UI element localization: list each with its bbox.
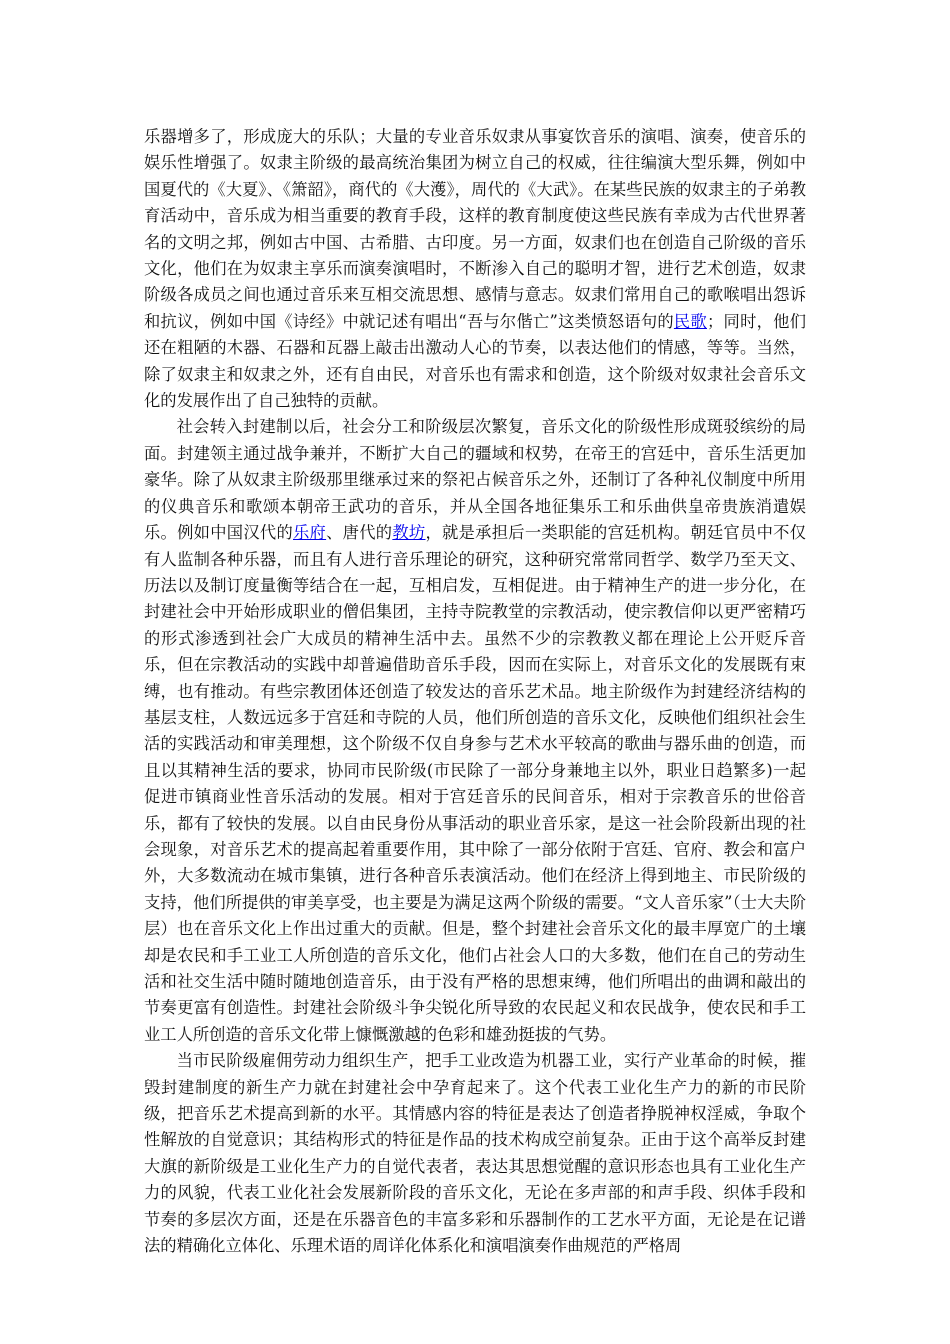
paragraph-feudal-society-music xyxy=(144,414,806,1048)
paragraph-text: ，就是承担后一类职能的宫廷机构。朝廷官员中不仅有人监制各种乐器，而且有人进行音乐理论的研究，这种研究常常同哲学、数学乃至天文、历法以及制订度量衡等结合在一起，互相启发，互相促进。由于精神生产的进一步分化，在封建社会中开始形成职业的僧侣集团，主持寺院教堂的宗教活动，使宗教信仰以更严密精巧的形式渗透到社会广大成员的精神生活中去。虽然不少的宗教教义都在理论上公开贬斥音乐，但在宗教活动的实践中却普遍借助音乐手段，因而在实际上，对音乐文化的发展既有束缚，也有推动。有些宗教团体还创造了较发达的音乐艺术品。地主阶级作为封建经济结构的基层支柱，人数远远多于宫廷和寺院的人员，他们所创造的音乐文化，反映他们组织社会生活的实践活动和审美理想，这个阶级不仅自身参与艺术水平较高的歌曲与器乐曲的创造，而且以其精神生活的要求，协同市民阶级(市民除了一部分身兼地主以外，职业日趋繁多)一起促进市镇商业性音乐活动的发展。相对于宫廷音乐的民间音乐，相对于宗教音乐的世俗音乐，都有了较快的发展。以自由民身份从事活动的职业音乐家，是这一社会阶段新出现的社会现象，对音乐艺术的提高起着重要作用，其中除了一部分依附于宫廷、官府、教会和富户外，大多数流动在城市集镇，进行各种音乐表演活动。他们在经济上得到地主、市民阶级的支持，他们所提供的审美享受，也主要是为满足这两个阶级的需要。“文人音乐家”（士大夫阶层）也在音乐文化上作出过重大的贡献。但是，整个封建社会音乐文化的最丰厚宽广的土壤却是农民和手工业工人所创造的音乐文化，他们占社会人口的大多数，他们在自己的劳动生活和社交生活中随时随地创造音乐，由于没有严格的思想束缚，他们所唱出的曲调和敲出的节奏更富有创造性。封建社会阶级斗争尖锐化所导致的农民起义和农民战争，使农民和手工业工人所创造的音乐文化带上慷慨激越的色彩和雄劲挺拔的气势。 xyxy=(144,523,806,1044)
link-yuefu[interactable]: 乐府 xyxy=(293,523,327,543)
paragraph-slave-society-music xyxy=(144,124,806,414)
paragraph-text: ；同时，他们还在粗陋的木器、石器和瓦器上敲击出激动人心的节奏，以表达他们的情感，等等。当然，除了奴隶主和奴隶之外，还有自由民，对音乐也有需求和创造，这个阶级对奴隶社会音乐文化的发展作出了自己独特的贡献。 xyxy=(144,311,806,411)
paragraph-industrial-society-music xyxy=(144,1048,806,1259)
link-jiaofang[interactable]: 教坊 xyxy=(392,523,426,543)
link-folk-song[interactable]: 民歌 xyxy=(673,311,707,331)
document-body xyxy=(144,124,806,1259)
paragraph-text: 乐器增多了，形成庞大的乐队；大量的专业音乐奴隶从事宴饮音乐的演唱、演奏，使音乐的娱乐性增强了。奴隶主阶级的最高统治集团为树立自己的权威，往往编演大型乐舞，例如中国夏代的《大夏》、《箫韶》，商代的《大濩》，周代的《大武》。在某些民族的奴隶主的子弟教育活动中，音乐成为相当重要的教育手段，这样的教育制度使这些民族有幸成为古代世界著名的文明之邦，例如古中国、古希腊、古印度。另一方面，奴隶们也在创造自己阶级的音乐文化，他们在为奴隶主享乐而演奏演唱时，不断渗入自己的聪明才智，进行艺术创造，奴隶阶级各成员之间也通过音乐来互相交流思想、感情与意志。奴隶们常用自己的歌喉唱出怨诉和抗议，例如中国《诗经》中就记述有唱出“吾与尔偕亡”这类愤怒语句的 xyxy=(144,127,806,331)
paragraph-text: 、唐代的 xyxy=(326,523,393,543)
paragraph-text: 社会转入封建制以后，社会分工和阶级层次繁复，音乐文化的阶级性形成斑驳缤纷的局面。封建领主通过战争兼并，不断扩大自己的疆域和权势，在帝王的宫廷中，音乐生活更加豪华。除了从奴隶主阶级那里继承过来的祭祀占候音乐之外，还制订了各种礼仪制度中所用的仪典音乐和歌颂本朝帝王武功的音乐，并从全国各地征集乐工和乐曲供皇帝贵族消遣娱乐。例如中国汉代的 xyxy=(144,417,806,543)
paragraph-text: 当市民阶级雇佣劳动力组织生产，把手工业改造为机器工业，实行产业革命的时候，摧毁封建制度的新生产力就在封建社会中孕育起来了。这个代表工业化生产力的新的市民阶级，把音乐艺术提高到新的水平。其情感内容的特征是表达了创造者挣脱神权淫威，争取个性解放的自觉意识；其结构形式的特征是作品的技术构成空前复杂。正由于这个高举反封建大旗的新阶级是工业化生产力的自觉代表者，表达其思想觉醒的意识形态也具有工业化生产力的风貌，代表工业化社会发展新阶段的音乐文化，无论在多声部的和声手段、织体手段和节奏的多层次方面，还是在乐器音色的丰富多彩和乐器制作的工艺水平方面，无论是在记谱法的精确化立体化、乐理术语的周详化体系化和演唱演奏作曲规范的严格周 xyxy=(144,1051,806,1256)
